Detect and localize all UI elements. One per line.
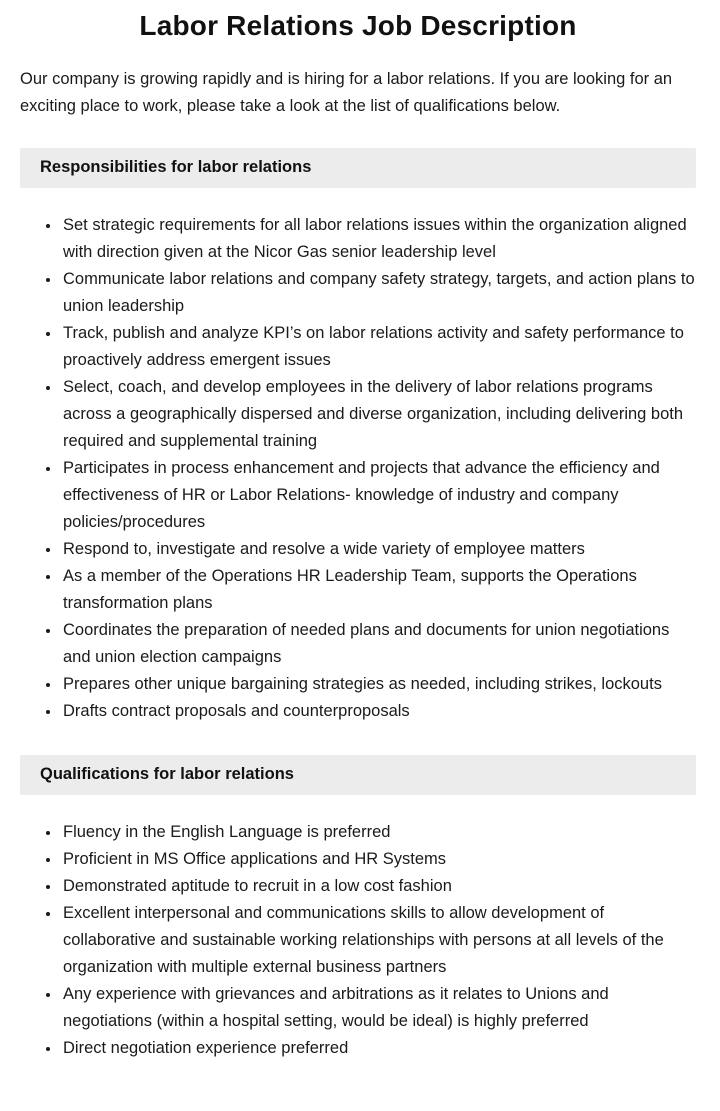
- qualifications-section-header: Qualifications for labor relations: [20, 755, 696, 795]
- qualifications-list: [20, 819, 696, 1062]
- list-item: • Any experience with grievances and arbitrations as it relates to Unions and negotiations (within a hospital setting, would be ideal) is highly preferred: [61, 981, 696, 1035]
- list-item: • Demonstrated aptitude to recruit in a low cost fashion: [61, 873, 696, 900]
- list-item: • Direct negotiation experience preferred: [61, 1035, 696, 1062]
- list-item: • Excellent interpersonal and communications skills to allow development of collaborative and sustainable working relationships with persons at all levels of the organization with multiple external business partners: [61, 900, 696, 981]
- list-item: • Fluency in the English Language is preferred: [61, 819, 696, 846]
- intro-paragraph: Our company is growing rapidly and is hiring for a labor relations. If you are looking for an exciting place to work, please take a look at the list of qualifications below.: [20, 70, 673, 115]
- responsibilities-list: [20, 212, 696, 725]
- list-item: • Select, coach, and develop employees in the delivery of labor relations programs across a geographically dispersed and diverse organization, including delivering both required and supplemental training: [61, 374, 696, 455]
- list-item: • Communicate labor relations and company safety strategy, targets, and action plans to union leadership: [61, 266, 696, 320]
- list-item: • Respond to, investigate and resolve a wide variety of employee matters: [61, 536, 696, 563]
- list-item: • Proficient in MS Office applications and HR Systems: [61, 846, 696, 873]
- list-item: • Participates in process enhancement and projects that advance the efficiency and effectiveness of HR or Labor Relations- knowledge of industry and company policies/procedures: [61, 455, 696, 536]
- list-item: • As a member of the Operations HR Leadership Team, supports the Operations transformation plans: [61, 563, 696, 617]
- list-item: • Coordinates the preparation of needed plans and documents for union negotiations and union election campaigns: [61, 617, 696, 671]
- list-item: • Drafts contract proposals and counterproposals: [61, 698, 696, 725]
- page-title: Labor Relations Job Description: [139, 10, 577, 41]
- list-item: • Track, publish and analyze KPI’s on labor relations activity and safety performance to proactively address emergent issues: [61, 320, 696, 374]
- responsibilities-section-header: Responsibilities for labor relations: [20, 148, 696, 188]
- list-item: • Prepares other unique bargaining strategies as needed, including strikes, lockouts: [61, 671, 696, 698]
- list-item: • Set strategic requirements for all labor relations issues within the organization aligned with direction given at the Nicor Gas senior leadership level: [61, 212, 696, 266]
